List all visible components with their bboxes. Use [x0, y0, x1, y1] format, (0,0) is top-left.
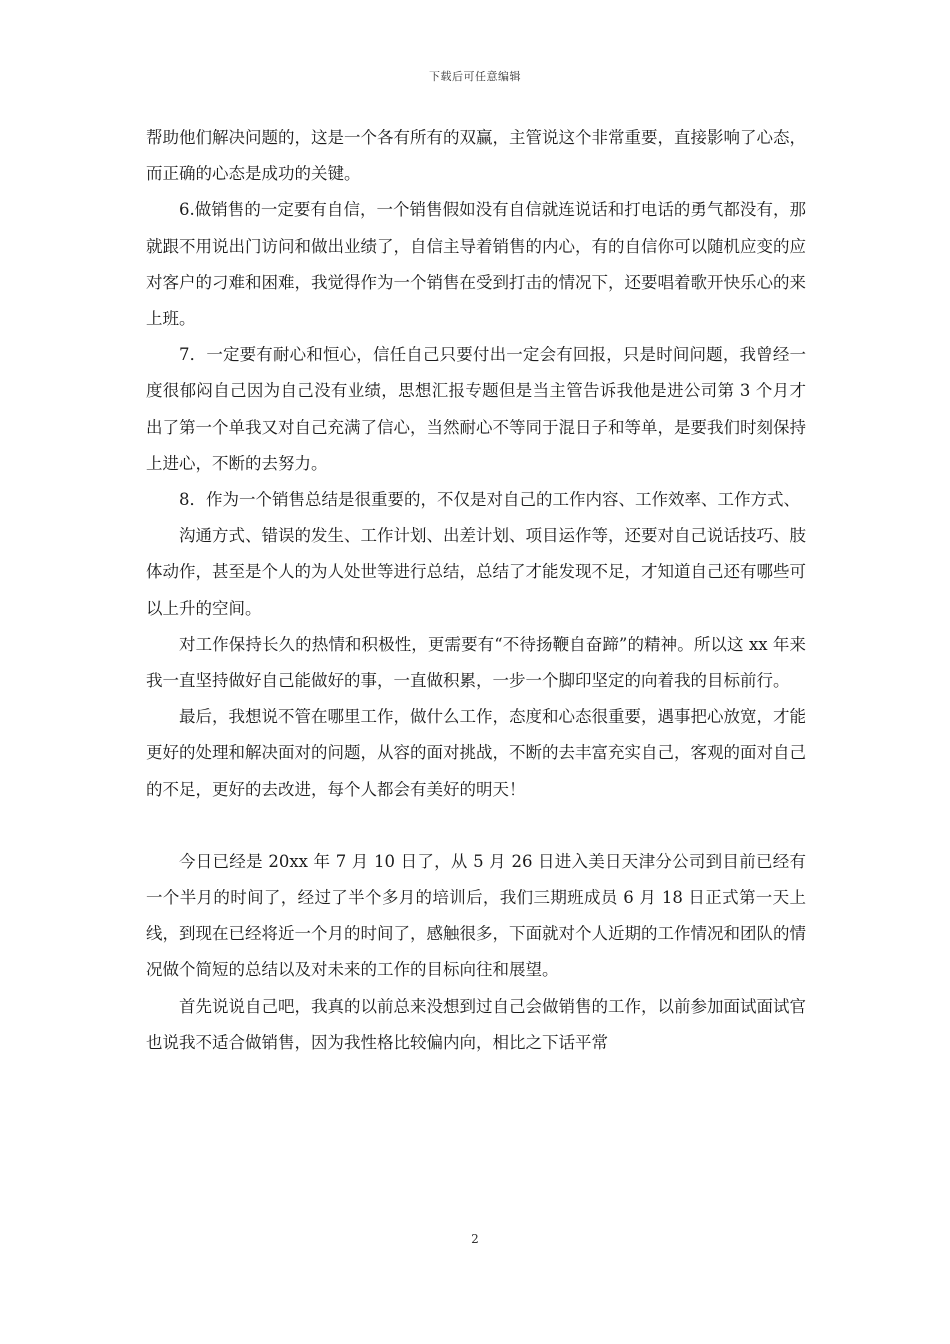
page-header: 下载后可任意编辑: [429, 70, 521, 83]
paragraph-intro-new-section: 今日已经是 20xx 年 7 月 10 日了，从 5 月 26 日进入美日天津分公司到目前已经有一个半月的时间了，经过了半个多月的培训后，我们三期班成员 6 月 18 日正式第一天上线，到现在已经将近一个月的时间了，感触很多，下面就对个人近期的工作情况和团队的情况做个简短的总结以及对未来的工作的目标向往和展望。: [146, 851, 806, 980]
section-gap: [146, 808, 806, 844]
document-body: [146, 120, 806, 1061]
paragraph-item-7: 7．一定要有耐心和恒心，信任自己只要付出一定会有回报，只是时间问题，我曾经一度很郁闷自己因为自己没有业绩，思想汇报专题但是当主管告诉我他是进公司第 3 个月才出了第一个单我又对自己充满了信心，当然耐心不等同于混日子和等单，是要我们时刻保持上进心，不断的去努力。: [146, 345, 806, 473]
paragraph-conclusion: 最后，我想说不管在哪里工作，做什么工作，态度和心态很重要，遇事把心放宽，才能更好的处理和解决面对的问题，从容的面对挑战，不断的去丰富充实自己，客观的面对自己的不足，更好的去改进，每个人都会有美好的明天！: [146, 707, 806, 799]
paragraph-summary-methods: 沟通方式、错误的发生、工作计划、出差计划、项目运作等，还要对自己说话技巧、肢体动作，甚至是个人的为人处世等进行总结，总结了才能发现不足，才知道自己还有哪些可以上升的空间。: [146, 526, 806, 618]
paragraph-continuation: 帮助他们解决问题的，这是一个各有所有的双赢，主管说这个非常重要，直接影响了心态，而正确的心态是成功的关键。: [146, 128, 806, 184]
paragraph-enthusiasm: 对工作保持长久的热情和积极性，更需要有“不待扬鞭自奋蹄”的精神。所以这 xx 年来我一直坚持做好自己能做好的事，一直做积累，一步一个脚印坚定的向着我的目标前行。: [146, 634, 806, 691]
paragraph-item-6: 6.做销售的一定要有自信，一个销售假如没有自信就连说话和打电话的勇气都没有，那就跟不用说出门访问和做出业绩了，自信主导着销售的内心，有的自信你可以随机应变的应对客户的刁难和困难，我觉得作为一个销售在受到打击的情况下，还要唱着歌开快乐心的来上班。: [146, 200, 806, 329]
paragraph-item-8: 8．作为一个销售总结是很重要的，不仅是对自己的工作内容、工作效率、工作方式、: [179, 490, 800, 510]
paragraph-self-intro: 首先说说自己吧，我真的以前总来没想到过自己会做销售的工作，以前参加面试面试官也说我不适合做销售，因为我性格比较偏内向，相比之下话平常: [146, 996, 806, 1052]
page-number: 2: [471, 1232, 479, 1246]
